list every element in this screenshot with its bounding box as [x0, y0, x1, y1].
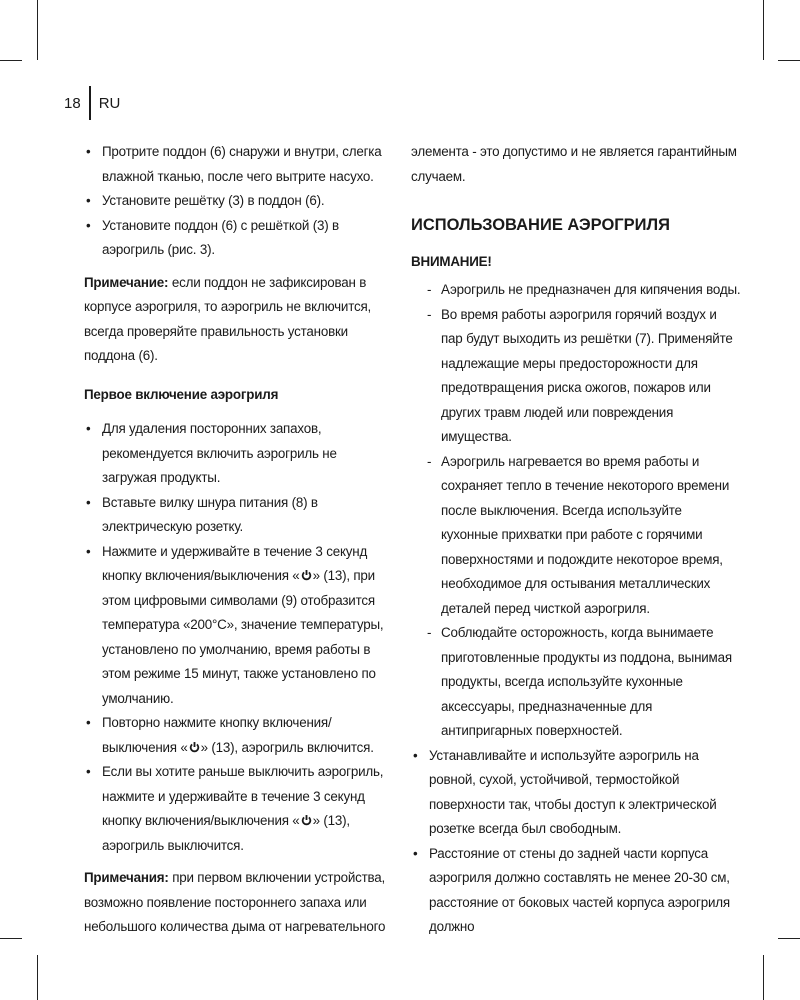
left-column — [84, 140, 394, 940]
list-item: • Вставьте вилку шнура питания (8) в электрическую розетку. — [84, 491, 394, 540]
list-item: • Устанавливайте и используйте аэрогриль на ровной, сухой, устойчивой, термостойкой поверхности так, чтобы доступ к электрической розетке всегда был свободным. — [411, 744, 741, 842]
list-item — [84, 540, 394, 712]
list-item: • Для удаления посторонних запахов, рекомендуется включить аэрогриль не загружая продукты. — [84, 417, 394, 491]
continuation-paragraph: элемента - это допустимо и не является гарантийным случаем. — [411, 144, 737, 184]
page-header — [64, 86, 120, 120]
right-column — [411, 140, 741, 948]
crop-mark — [763, 0, 764, 60]
list-item: • Расстояние от стены до задней части корпуса аэрогриля должно составлять не менее 20-30 см, расстояние от боковых частей корпуса аэрогриля должно — [411, 842, 741, 940]
warning-heading: ВНИМАНИЕ! — [411, 253, 492, 269]
note-paragraph — [84, 271, 394, 369]
first-on-list — [84, 417, 394, 858]
list-item: - Соблюдайте осторожность, когда вынимаете приготовленные продукты из поддона, вынимая продукты, всегда используйте кухонные аксессуары, предназначенные для антипригарных поверхностей. — [411, 621, 741, 744]
note-text: если поддон не зафиксирован в корпусе аэрогриля, то аэрогриль не включится, всегда проверяйте правильность установки поддона (6). — [84, 274, 372, 363]
list-item: - Во время работы аэрогриля горячий воздух и пар будут выходить из решётки (7). Применяйте надлежащие меры предосторожности для предотвращения риска ожогов, пожаров или других травм людей или повреждения имущества. — [411, 303, 741, 450]
list-item: • Установите решётку (3) в поддон (6). — [84, 189, 394, 214]
list-item-text: » (13), аэрогриль выключится. — [102, 813, 350, 853]
list-item: - Аэрогриль не предназначен для кипячения воды. — [411, 278, 741, 303]
note-paragraph — [84, 866, 394, 940]
section-title: ИСПОЛЬЗОВАНИЕ АЭРОГРИЛЯ — [411, 216, 670, 234]
crop-mark — [778, 60, 800, 61]
note-label: Примечание: — [84, 274, 169, 290]
list-item-text: Повторно нажмите кнопку включения/выключения « — [102, 715, 332, 755]
page-number: 18 — [64, 94, 81, 112]
power-icon — [301, 569, 312, 581]
crop-mark — [778, 938, 800, 939]
warning-list — [411, 278, 741, 744]
placement-list — [411, 744, 741, 940]
list-item: - Аэрогриль нагревается во время работы и сохраняет тепло в течение некоторого времени после выключения. Всегда используйте кухонные прихватки при работе с горячими поверхностями и подождите некоторое время, необходимое для остывания металлических деталей перед чисткой аэрогриля. — [411, 450, 741, 622]
note-text: при первом включении устройства, возможно появление постороннего запаха или небольшого количества дыма от нагревательного — [84, 870, 386, 934]
crop-mark — [763, 955, 764, 1000]
language-code: RU — [98, 94, 121, 112]
power-icon — [301, 814, 312, 826]
first-on-heading: Первое включение аэрогриля — [84, 386, 279, 402]
crop-mark — [37, 955, 38, 1000]
note-label: Примечания: — [84, 870, 169, 885]
list-item — [84, 760, 394, 858]
list-item-text: » (13), при этом цифровыми символами (9) отобразится температура «200°С», значение температуры, установлено по умолчанию, время работы в этом режиме 15 минут, также установлено по умолчанию. — [102, 568, 384, 706]
list-item-text: » (13), аэрогриль включится. — [200, 739, 374, 755]
list-item: • Протрите поддон (6) снаружи и внутри, слегка влажной тканью, после чего вытрите насухо. — [84, 140, 394, 189]
crop-mark — [0, 938, 22, 939]
list-item-text: Нажмите и удерживайте в течение 3 секунд кнопку включения/выключения « — [102, 543, 368, 583]
list-item — [84, 711, 394, 760]
crop-mark — [0, 60, 22, 61]
crop-mark — [37, 0, 38, 60]
power-icon — [189, 741, 200, 753]
list-item-text: Если вы хотите раньше выключить аэрогриль, нажмите и удерживайте в течение 3 секунд кнопку включения/выключения « — [102, 764, 384, 828]
cleaning-steps-list — [84, 140, 394, 263]
list-item: • Установите поддон (6) с решёткой (3) в аэрогриль (рис. 3). — [84, 214, 394, 263]
